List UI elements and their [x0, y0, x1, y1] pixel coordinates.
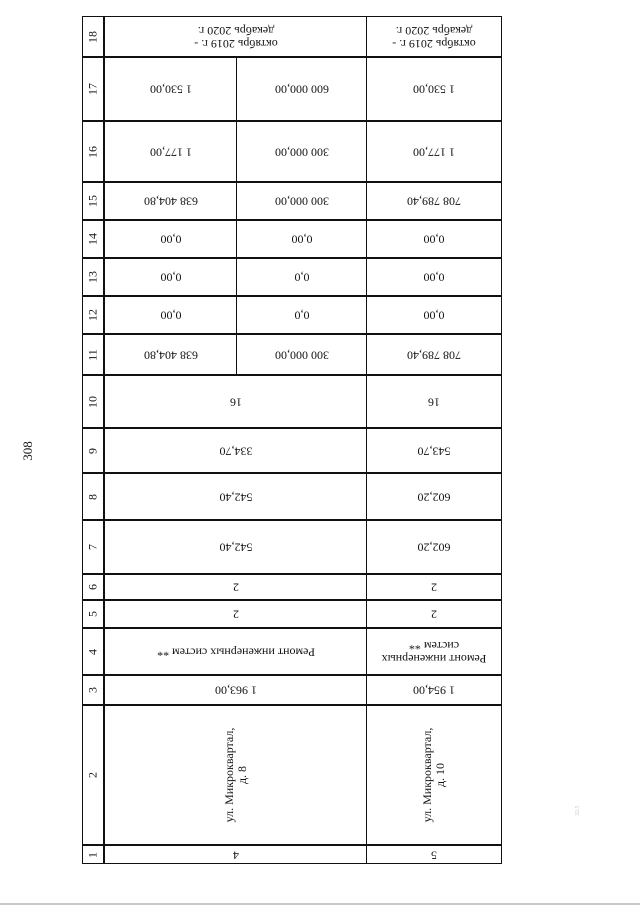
column-number-6-text: 6	[85, 584, 100, 590]
column-number-10-text: 10	[85, 395, 100, 408]
row-5-col-6	[367, 574, 502, 600]
row-4-col-15-a-text: 638 404,80	[143, 194, 198, 209]
row-4-col-17-b-text: 600 000,00	[274, 82, 329, 97]
row-4-col-13-a-text: 0,00	[160, 270, 181, 285]
row-4-col-17-b	[236, 57, 367, 121]
row-4-col-16-a	[104, 121, 236, 182]
row-4-col-12-b	[236, 296, 367, 334]
row-4-col-14-a-text: 0,00	[160, 232, 181, 247]
column-number-12-text: 12	[85, 309, 100, 321]
row-5-col-10-text: 16	[428, 395, 440, 410]
row-4-col-13-b	[236, 258, 367, 296]
column-number-1-text: 1	[85, 851, 100, 858]
row-5-col-2	[367, 705, 502, 845]
column-number-10	[82, 375, 104, 428]
row-5-col-12-text: 0,00	[423, 308, 445, 323]
row-4-col-12-b-text: 0,0	[294, 308, 309, 323]
row-5-col-15	[367, 182, 502, 220]
column-number-18-text: 18	[85, 30, 100, 43]
row-4-col-15-b	[236, 182, 367, 220]
row-5-col-5	[367, 600, 502, 628]
column-number-8-text: 8	[85, 493, 100, 500]
row-4-col-3	[104, 675, 367, 705]
column-number-17	[82, 57, 104, 121]
column-number-2	[82, 705, 104, 845]
row-5-col-11	[367, 334, 502, 375]
row-4-col-8	[104, 473, 367, 520]
row-5-col-6-text: 2	[431, 580, 437, 595]
row-4-col-5	[104, 600, 367, 628]
column-number-17-text: 17	[85, 83, 100, 95]
column-number-4-text: 4	[85, 648, 100, 655]
row-5-col-7-text: 602,20	[417, 540, 451, 555]
row-4-col-1	[104, 845, 367, 864]
column-number-3-text: 3	[85, 687, 100, 693]
row-5-col-13-text: 0,00	[423, 270, 445, 285]
row-5-col-16	[367, 121, 502, 182]
row-4-col-16-a-text: 1 177,00	[149, 145, 192, 160]
column-number-13	[82, 258, 104, 296]
column-number-8	[82, 473, 104, 520]
column-number-15	[82, 182, 104, 220]
row-4-col-4-text: Ремонт инженерных систем **	[156, 645, 315, 660]
row-5-col-3-text: 1 954,00	[413, 683, 455, 698]
row-4-col-10-text: 16	[229, 395, 242, 410]
column-number-13-text: 13	[85, 271, 100, 283]
row-4-col-7-text: 542,40	[219, 540, 252, 555]
row-5-col-4-text: Ремонт инженерных систем **	[381, 638, 487, 666]
row-4-col-13-b-text: 0,0	[294, 270, 309, 285]
row-4-col-17-a-text: 1 530,00	[149, 82, 192, 97]
row-4-col-11-a	[104, 334, 236, 375]
row-5-col-9	[367, 428, 502, 473]
row-5-col-1	[367, 845, 502, 864]
column-number-11-text: 11	[85, 348, 100, 361]
row-4-col-17-a	[104, 57, 236, 121]
row-5-col-17	[367, 57, 502, 121]
column-number-9-text: 9	[85, 447, 100, 454]
row-5-col-18-text: октябрь 2019 г. - декабрь 2020 г.	[392, 23, 476, 51]
column-number-3	[82, 675, 104, 705]
column-number-7-text: 7	[85, 544, 100, 550]
row-5-col-16-text: 1 177,00	[413, 145, 455, 160]
row-5-col-14-text: 0,00	[423, 232, 445, 247]
row-5-col-14	[367, 220, 502, 258]
row-4-col-2	[104, 705, 367, 845]
row-4-col-9	[104, 428, 367, 473]
row-4-col-12-a	[104, 296, 236, 334]
row-4-col-11-a-text: 638 404,80	[143, 348, 198, 363]
column-number-1	[82, 845, 104, 864]
row-4-col-4	[104, 628, 367, 675]
row-5-col-17-text: 1 530,00	[413, 82, 455, 97]
row-5-col-11-text: 708 789,40	[407, 348, 461, 363]
row-5-col-9-text: 543,70	[417, 444, 451, 459]
row-4-col-2-text: ул. Микроквартал, д. 8	[221, 727, 249, 823]
row-5-col-15-text: 708 789,40	[407, 194, 461, 209]
row-4-col-8-text: 542,40	[219, 490, 252, 505]
column-number-15-text: 15	[85, 195, 100, 207]
column-number-6	[82, 574, 104, 600]
row-4-col-15-b-text: 300 000,00	[274, 194, 329, 209]
data-table	[82, 16, 502, 864]
page-number: 308	[20, 441, 35, 461]
row-4-col-5-text: 2	[232, 607, 239, 622]
row-4-col-16-b-text: 300 000,00	[274, 145, 329, 160]
row-5-col-7	[367, 520, 502, 574]
row-5-col-12	[367, 296, 502, 334]
row-4-col-11-b	[236, 334, 367, 375]
row-4-col-13-a	[104, 258, 236, 296]
column-number-16	[82, 121, 104, 182]
row-4-col-15-a	[104, 182, 236, 220]
row-4-col-12-a-text: 0,00	[160, 308, 181, 323]
column-number-12	[82, 296, 104, 334]
column-number-5-text: 5	[85, 611, 100, 617]
row-5-col-4	[367, 628, 502, 675]
column-number-18	[82, 16, 104, 57]
column-number-9	[82, 428, 104, 473]
row-5-col-10	[367, 375, 502, 428]
row-4-col-11-b-text: 300 000,00	[274, 348, 329, 363]
row-5-col-18	[367, 16, 502, 57]
column-number-14-text: 14	[85, 233, 100, 245]
row-4-col-9-text: 334,70	[219, 444, 252, 459]
row-4-col-10	[104, 375, 367, 428]
column-number-16-text: 16	[85, 145, 100, 158]
row-5-col-3	[367, 675, 502, 705]
row-5-col-13	[367, 258, 502, 296]
row-5-col-5-text: 2	[431, 607, 437, 622]
row-4-col-16-b	[236, 121, 367, 182]
row-4-col-6	[104, 574, 367, 600]
row-4-col-3-text: 1 963,00	[214, 683, 257, 698]
row-5-col-8-text: 602,20	[417, 490, 451, 505]
row-4-col-1-text: 4	[232, 848, 239, 863]
column-number-14	[82, 220, 104, 258]
column-number-7	[82, 520, 104, 574]
row-4-col-18-text: октябрь 2019 г. - декабрь 2020 г.	[193, 23, 278, 51]
row-4-col-18	[104, 16, 367, 57]
column-number-5	[82, 600, 104, 628]
row-4-col-14-b	[236, 220, 367, 258]
faint-stamp: 32.5	[575, 805, 581, 816]
column-number-2-text: 2	[85, 772, 100, 778]
column-number-11	[82, 334, 104, 375]
row-5-col-8	[367, 473, 502, 520]
row-4-col-14-a	[104, 220, 236, 258]
row-4-col-14-b-text: 0,00	[291, 232, 312, 247]
row-5-col-2-text: ул. Микроквартал, д. 10	[419, 727, 447, 823]
row-4-col-6-text: 2	[232, 580, 239, 595]
row-4-col-7	[104, 520, 367, 574]
row-5-col-1-text: 5	[431, 848, 437, 863]
column-number-4	[82, 628, 104, 675]
